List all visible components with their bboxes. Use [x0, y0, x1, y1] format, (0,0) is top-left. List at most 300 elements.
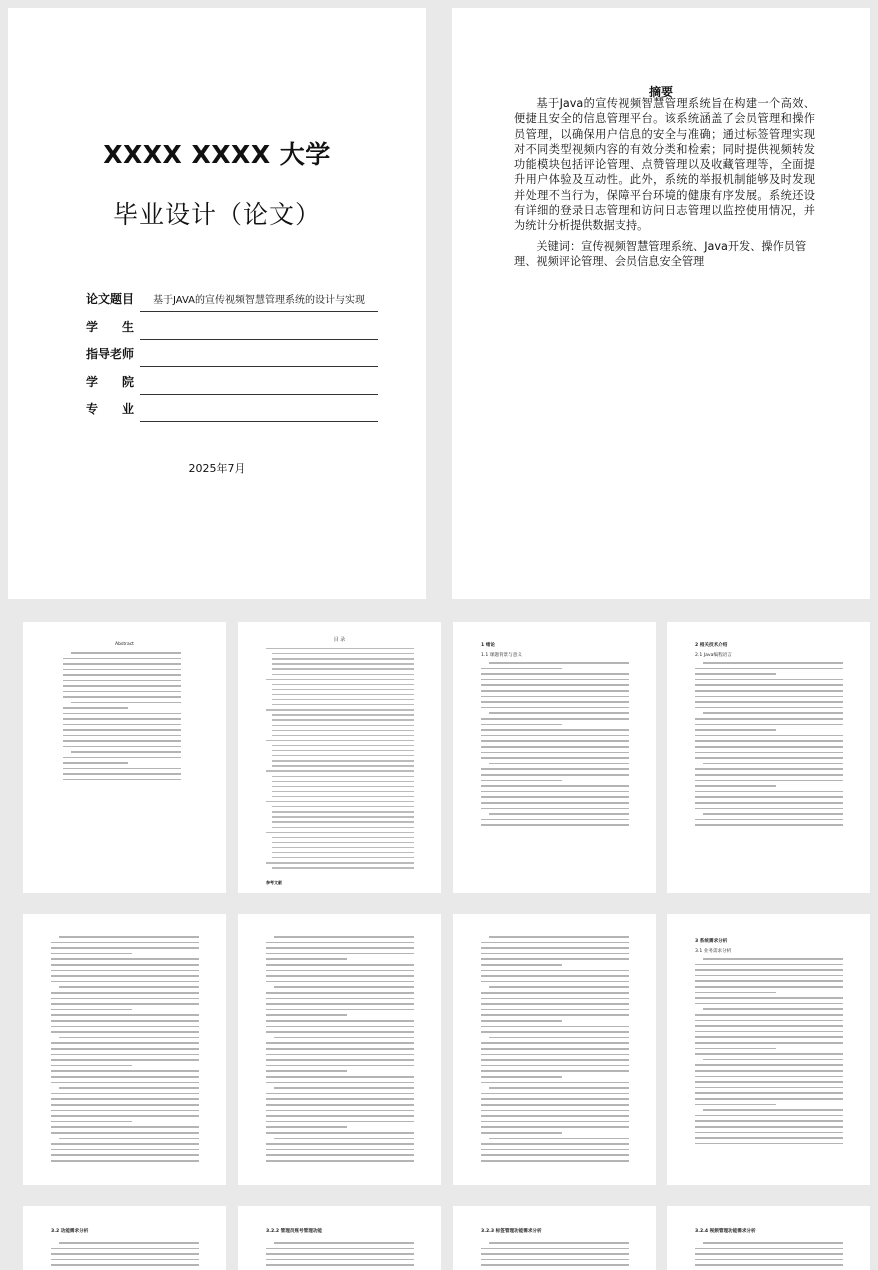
- thumb-chapter-2[interactable]: [667, 622, 870, 893]
- text-line: [481, 975, 629, 977]
- thesis-type-title: 毕业设计（论文）: [112, 200, 321, 229]
- text-line: [63, 773, 181, 775]
- text-line: [695, 975, 843, 977]
- text-line: [481, 947, 629, 949]
- text-line: [481, 1031, 629, 1033]
- text-line: [51, 947, 199, 949]
- text-line: [266, 953, 414, 955]
- toc-entry-line: [272, 781, 414, 782]
- text-line: [63, 768, 181, 770]
- text-line: [481, 752, 629, 754]
- toc-entry-line: [266, 862, 414, 863]
- text-line: [63, 740, 181, 742]
- text-line: [266, 1154, 414, 1156]
- text-line: [266, 998, 414, 1000]
- text-line: [481, 819, 629, 821]
- text-line: [481, 724, 562, 726]
- text-line: [266, 1121, 414, 1123]
- text-line: [481, 1143, 629, 1145]
- toc-entry-line: [272, 689, 414, 690]
- text-line: [266, 1014, 347, 1016]
- abstract-keywords: 关键词：宣传视频智慧管理系统、Java开发、操作员管理、视频评论管理、会员信息安全管理: [514, 240, 807, 269]
- toc-entry-line: [272, 847, 414, 848]
- toc-entry-line: [272, 816, 414, 817]
- text-line: [266, 1115, 414, 1117]
- toc-entry-line: [272, 694, 414, 695]
- text-line: [695, 1053, 843, 1055]
- text-line: [51, 1093, 199, 1095]
- toc-entry-line: [272, 668, 414, 669]
- text-line: [71, 652, 181, 654]
- field-title-row: [78, 284, 378, 312]
- text-line: [51, 1160, 199, 1162]
- text-line: [481, 1160, 629, 1162]
- field-major-label: [86, 400, 134, 417]
- text-line: [481, 668, 562, 670]
- toc-entry-line: [266, 648, 414, 649]
- text-line: [695, 1104, 776, 1106]
- text-line: [481, 774, 629, 776]
- text-line: [63, 779, 181, 781]
- text-line: [481, 1003, 629, 1005]
- text-line: [695, 729, 776, 731]
- text-line: [481, 1121, 629, 1123]
- text-line: [266, 992, 414, 994]
- text-line: [481, 1115, 629, 1117]
- text-line: [274, 1242, 414, 1244]
- text-line: [63, 691, 181, 693]
- text-line: [695, 796, 843, 798]
- text-line: [266, 1126, 347, 1128]
- text-line: [489, 986, 629, 988]
- text-line: [703, 1109, 843, 1111]
- toc-entry-line: [272, 806, 414, 807]
- text-line: [695, 673, 776, 675]
- text-line: [63, 757, 181, 759]
- text-line: [481, 1154, 629, 1156]
- text-line: [51, 1042, 199, 1044]
- text-line: [266, 1065, 414, 1067]
- text-line: [51, 1132, 199, 1134]
- field-student-char-1: 学: [86, 320, 99, 334]
- text-line: [266, 1059, 414, 1061]
- toc-entry-line: [272, 699, 414, 700]
- text-line: [695, 1092, 843, 1094]
- text-line: [481, 791, 629, 793]
- text-line: [481, 701, 629, 703]
- text-line: [695, 679, 843, 681]
- toc-entry-line: [272, 745, 414, 746]
- text-line: [695, 1120, 843, 1122]
- text-line: [695, 746, 843, 748]
- text-line: [481, 802, 629, 804]
- text-line: [274, 1087, 414, 1089]
- text-line: [481, 808, 629, 810]
- toc-entry-line: [272, 725, 414, 726]
- text-line: [71, 702, 181, 704]
- thumb-page-9[interactable]: [23, 1206, 226, 1270]
- text-line: [489, 1037, 629, 1039]
- toc-entry-line: [266, 679, 414, 680]
- text-line: [63, 707, 128, 709]
- text-line: [695, 780, 843, 782]
- text-line: [51, 1098, 199, 1100]
- text-line: [63, 735, 181, 737]
- text-line: [481, 964, 562, 966]
- text-line: [481, 1059, 629, 1061]
- text-line: [695, 1014, 843, 1016]
- text-line: [51, 1031, 199, 1033]
- text-line: [481, 1026, 629, 1028]
- text-line: [63, 713, 181, 715]
- text-line: [695, 1264, 843, 1266]
- thumb-page-7[interactable]: [453, 914, 656, 1185]
- text-line: [481, 942, 629, 944]
- text-line: [481, 1070, 629, 1072]
- text-line: [266, 1093, 414, 1095]
- text-line: [695, 1081, 843, 1083]
- text-line: [266, 1003, 414, 1005]
- thumb-english-abstract[interactable]: [23, 622, 226, 893]
- text-line: [695, 785, 776, 787]
- text-line: [51, 1104, 199, 1106]
- text-line: [266, 1076, 414, 1078]
- text-line: [695, 980, 843, 982]
- text-line: [59, 1087, 199, 1089]
- text-line: [266, 1264, 414, 1266]
- text-line: [481, 1110, 629, 1112]
- text-line: [481, 998, 629, 1000]
- text-line: [695, 1098, 843, 1100]
- text-line: [71, 751, 181, 753]
- toc-entry-line: [272, 663, 414, 664]
- text-line: [59, 1242, 199, 1244]
- text-line: [695, 808, 843, 810]
- field-student-char-2: 生: [121, 320, 134, 334]
- toc-entry-line: [272, 786, 414, 787]
- toc-entry-line: [272, 760, 414, 761]
- text-line: [481, 1248, 629, 1250]
- field-advisor-label: 指导老师: [86, 347, 135, 361]
- text-line: [481, 1082, 629, 1084]
- text-line: [695, 690, 843, 692]
- text-line: [481, 1149, 629, 1151]
- text-line: [481, 768, 629, 770]
- thumb-heading: Abstract: [115, 642, 134, 647]
- thumb-page-10[interactable]: [238, 1206, 441, 1270]
- text-line: [266, 947, 414, 949]
- text-line: [695, 740, 843, 742]
- text-line: [489, 662, 629, 664]
- text-line: [481, 679, 629, 681]
- toc-entry-line: [266, 832, 414, 833]
- toc-entry-line: [272, 811, 414, 812]
- thumb-page-12[interactable]: [667, 1206, 870, 1270]
- text-line: [51, 1054, 199, 1056]
- text-line: [51, 998, 199, 1000]
- text-line: [695, 1253, 843, 1255]
- text-line: [51, 1003, 199, 1005]
- text-line: [695, 1025, 843, 1027]
- text-line: [51, 981, 199, 983]
- text-line: [481, 1048, 629, 1050]
- text-line: [51, 1070, 199, 1072]
- text-line: [481, 958, 629, 960]
- toc-entry-line: [272, 765, 414, 766]
- text-line: [703, 813, 843, 815]
- text-line: [481, 1054, 629, 1056]
- text-line: [63, 762, 128, 764]
- text-line: [51, 1009, 132, 1011]
- text-line: [695, 791, 843, 793]
- text-line: [59, 1037, 199, 1039]
- text-line: [481, 981, 629, 983]
- text-line: [489, 763, 629, 765]
- toc-entry-line: [272, 750, 414, 751]
- text-line: [695, 997, 843, 999]
- text-line: [695, 735, 843, 737]
- text-line: [489, 936, 629, 938]
- text-line: [481, 684, 629, 686]
- text-line: [266, 1160, 414, 1162]
- abstract-title: 摘要: [648, 85, 673, 99]
- text-line: [695, 1036, 843, 1038]
- text-line: [266, 958, 347, 960]
- text-line: [695, 802, 843, 804]
- text-line: [489, 1087, 629, 1089]
- text-line: [695, 986, 843, 988]
- toc-entry-line: [272, 735, 414, 736]
- text-line: [266, 1054, 414, 1056]
- text-line: [266, 1048, 414, 1050]
- thumb-chapter-1[interactable]: [453, 622, 656, 893]
- text-line: [266, 981, 414, 983]
- text-line: [489, 813, 629, 815]
- text-line: [274, 1138, 414, 1140]
- text-line: [274, 986, 414, 988]
- text-line: [481, 1098, 629, 1100]
- text-line: [63, 663, 181, 665]
- text-line: [695, 696, 843, 698]
- text-line: [695, 668, 843, 670]
- text-line: [481, 796, 629, 798]
- text-line: [51, 992, 199, 994]
- field-major-row: [78, 394, 378, 422]
- text-line: [695, 1003, 843, 1005]
- text-line: [51, 942, 199, 944]
- text-line: [481, 1014, 629, 1016]
- text-line: [51, 1149, 199, 1151]
- text-line: [266, 1104, 414, 1106]
- field-student-row: [78, 312, 378, 340]
- thumb-heading: 参考文献: [266, 880, 282, 885]
- text-line: [266, 970, 414, 972]
- text-line: [481, 1065, 629, 1067]
- field-college-label: [86, 373, 134, 390]
- text-line: [695, 1259, 843, 1261]
- text-line: [51, 1259, 199, 1261]
- text-line: [51, 953, 132, 955]
- text-line: [481, 992, 629, 994]
- thumb-page-6[interactable]: [238, 914, 441, 1185]
- text-line: [266, 975, 414, 977]
- text-line: [695, 707, 843, 709]
- text-line: [274, 936, 414, 938]
- text-line: [481, 1093, 629, 1095]
- toc-entry-line: [272, 730, 414, 731]
- text-line: [695, 1042, 843, 1044]
- text-line: [481, 1104, 629, 1106]
- toc-entry-line: [272, 658, 414, 659]
- text-line: [63, 669, 181, 671]
- text-line: [481, 970, 629, 972]
- text-line: [695, 1020, 843, 1022]
- toc-entry-line: [272, 791, 414, 792]
- field-major-char-1: 专: [86, 402, 99, 416]
- toc-entry-line: [272, 714, 414, 715]
- toc-entry-line: [272, 755, 414, 756]
- text-line: [481, 729, 629, 731]
- toc-entry-line: [272, 776, 414, 777]
- field-underline: [140, 421, 378, 422]
- thumb-page-5[interactable]: [23, 914, 226, 1185]
- text-line: [59, 1138, 199, 1140]
- text-line: [695, 992, 776, 994]
- text-line: [266, 1009, 414, 1011]
- toc-entry-line: [272, 653, 414, 654]
- toc-entry-line: [266, 709, 414, 710]
- thumb-chapter-3[interactable]: [667, 914, 870, 1185]
- toc-entry-line: [266, 770, 414, 771]
- text-line: [59, 936, 199, 938]
- text-line: [51, 1143, 199, 1145]
- text-line: [481, 746, 629, 748]
- text-line: [695, 969, 843, 971]
- text-line: [481, 1259, 629, 1261]
- text-line: [266, 1098, 414, 1100]
- text-line: [266, 964, 414, 966]
- text-line: [703, 712, 843, 714]
- text-line: [481, 1020, 562, 1022]
- text-line: [481, 740, 629, 742]
- text-line: [695, 701, 843, 703]
- toc-entry-line: [272, 796, 414, 797]
- text-line: [63, 685, 181, 687]
- thumb-heading: 1 绪论: [481, 643, 495, 648]
- text-line: [481, 690, 629, 692]
- text-line: [266, 1248, 414, 1250]
- text-line: [63, 674, 181, 676]
- text-line: [63, 718, 181, 720]
- text-line: [51, 1253, 199, 1255]
- toc-entry-line: [272, 684, 414, 685]
- thumb-heading: 目 录: [333, 637, 346, 643]
- text-line: [266, 1042, 414, 1044]
- text-line: [695, 684, 843, 686]
- thumb-heading: 3.1 业务需求分析: [695, 949, 732, 954]
- text-line: [489, 1242, 629, 1244]
- text-line: [481, 696, 629, 698]
- text-line: [695, 1137, 843, 1139]
- text-line: [481, 707, 629, 709]
- text-line: [695, 1076, 843, 1078]
- text-line: [266, 1082, 414, 1084]
- text-line: [51, 970, 199, 972]
- text-line: [695, 768, 843, 770]
- text-line: [481, 718, 629, 720]
- text-line: [481, 953, 629, 955]
- thumb-toc[interactable]: [238, 622, 441, 893]
- text-line: [489, 712, 629, 714]
- text-line: [695, 1048, 776, 1050]
- field-major-char-2: 业: [121, 402, 134, 416]
- text-line: [51, 1154, 199, 1156]
- text-line: [266, 1253, 414, 1255]
- text-line: [51, 964, 199, 966]
- text-line: [695, 1070, 843, 1072]
- text-line: [266, 1110, 414, 1112]
- text-line: [481, 780, 562, 782]
- text-line: [51, 1026, 199, 1028]
- text-line: [51, 1248, 199, 1250]
- text-line: [266, 1026, 414, 1028]
- abstract-body: 基于Java的宣传视频智慧管理系统旨在构建一个高效、便捷且安全的信息管理平台。该系统涵盖了会员管理和操作员管理，以确保用户信息的安全与准确；通过标签管理实现对不同类型视频内容的有效分类和检索；同时提供视频转发功能模块包括评论管理、点赞管理以及收藏管理等，全面提升用户体验及互动性。此外，系统的举报机制能够及时发现并处理不当行为，保障平台环境的健康有序发展。系统还设有详细的登录日志管理和访问日志管理以监控使用情况，并为统计分析提供数据支持。: [514, 97, 815, 233]
- text-line: [695, 1132, 843, 1134]
- text-line: [63, 724, 181, 726]
- text-line: [703, 958, 843, 960]
- text-line: [489, 1138, 629, 1140]
- text-line: [703, 662, 843, 664]
- text-line: [51, 1065, 132, 1067]
- text-line: [695, 774, 843, 776]
- text-line: [695, 1064, 843, 1066]
- cover-page: [8, 8, 426, 599]
- text-line: [481, 735, 629, 737]
- toc-entry-line: [272, 719, 414, 720]
- text-line: [703, 1059, 843, 1061]
- thumb-heading: 3.2.3 标签管理功能需求分析: [481, 1229, 542, 1234]
- text-line: [63, 729, 181, 731]
- text-line: [481, 1132, 562, 1134]
- field-title-value: 基于JAVA的宣传视频智慧管理系统的设计与实现: [153, 295, 366, 306]
- text-line: [63, 696, 181, 698]
- university-name: XXXX XXXX 大学: [103, 140, 331, 169]
- text-line: [695, 1031, 843, 1033]
- text-line: [51, 1115, 199, 1117]
- thumb-heading: 3.2.2 管理员账号管理功能: [266, 1229, 323, 1234]
- thumb-heading: 3.2.4 视频管理功能需求分析: [695, 1229, 756, 1234]
- field-college-char-1: 学: [86, 375, 99, 389]
- thumb-heading: 2 相关技术介绍: [695, 643, 728, 648]
- text-line: [51, 975, 199, 977]
- field-student-label: [86, 318, 134, 335]
- text-line: [695, 819, 843, 821]
- text-line: [481, 1264, 629, 1266]
- text-line: [51, 1121, 132, 1123]
- text-line: [274, 1037, 414, 1039]
- text-line: [695, 757, 843, 759]
- thumb-heading: 2.1 Java编程语言: [695, 653, 732, 658]
- text-line: [266, 1020, 414, 1022]
- text-line: [266, 1070, 347, 1072]
- text-line: [695, 1126, 843, 1128]
- text-line: [695, 752, 843, 754]
- text-line: [695, 1087, 843, 1089]
- toc-entry-line: [272, 852, 414, 853]
- field-college-char-2: 院: [121, 375, 134, 389]
- thumb-page-11[interactable]: [453, 1206, 656, 1270]
- text-line: [481, 1076, 562, 1078]
